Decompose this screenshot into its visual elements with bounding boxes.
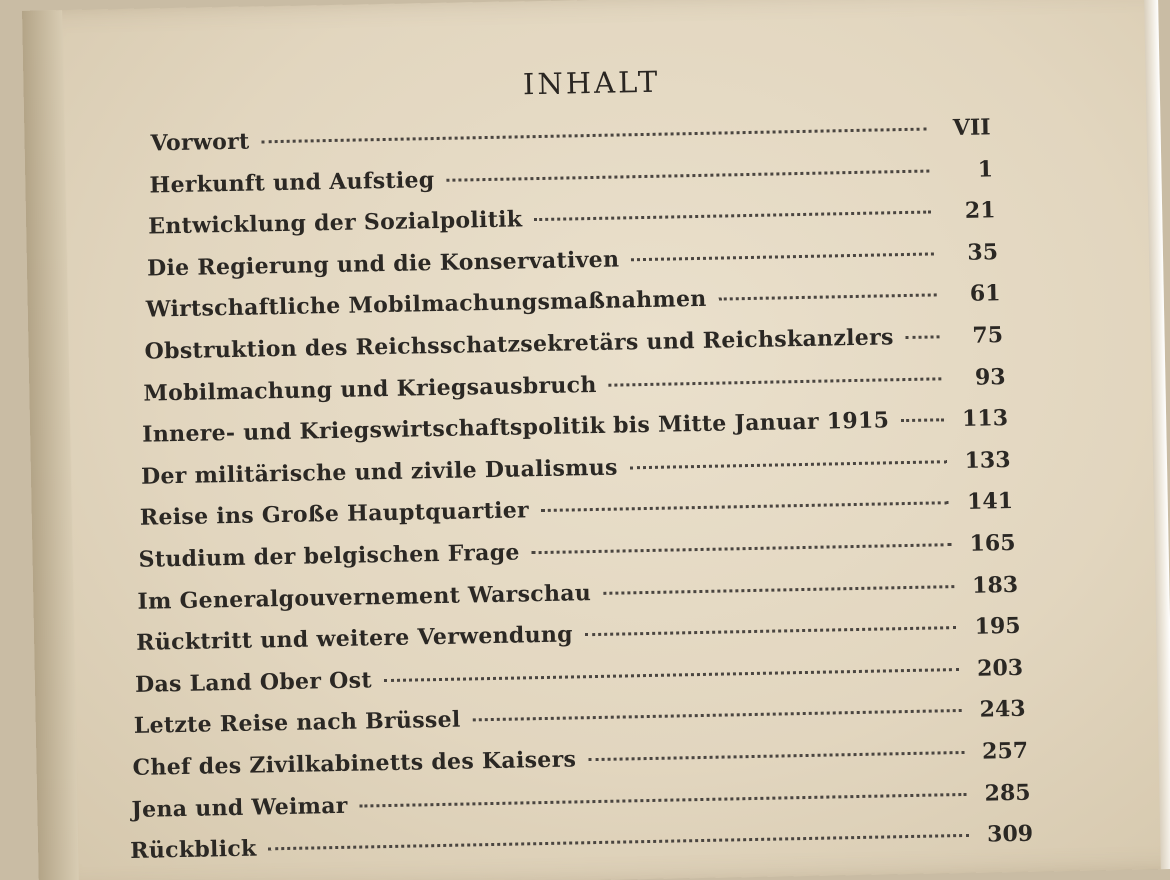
toc-entry-page: 133 [964,446,1011,474]
toc-entry-title: Das Land Ober Ost [134,667,373,698]
toc-leader-dots [360,793,967,808]
toc-entry-page: 195 [974,613,1021,640]
toc-entry-page: 1 [977,155,994,183]
toc-entry-title: Vorwort [150,128,250,157]
toc-entry-page: 183 [971,571,1019,599]
toc-leader-dots [541,502,949,513]
toc-entry-title: Innere- und Kriegswirtschaftspolitik bis Mitte Januar 1915 [142,407,890,448]
toc-entry-title: Obstruktion des Reichsschatzsekretärs und Reichskanzlers [144,324,894,365]
toc-entry-page: VII [952,114,991,142]
toc-entry-page: 165 [969,529,1016,557]
toc-entry-page: 61 [969,280,1001,308]
toc-leader-dots [603,585,954,595]
toc-entry-title: Im Generalgouvernement Warschau [137,579,592,615]
toc-leader-dots [630,460,947,469]
toc-entry-page: 309 [986,820,1034,848]
toc-leader-dots [609,377,942,386]
toc-entry-title: Rückblick [130,835,257,865]
toc-leader-dots [631,252,934,261]
toc-leader-dots [719,294,937,301]
toc-entry-title: Reise ins Große Hauptquartier [139,497,530,532]
toc-leader-dots [906,335,939,339]
toc-leader-dots [269,834,970,850]
toc-entry-page: 203 [976,654,1024,682]
toc-entry-title: Herkunft und Aufstieg [149,166,435,199]
toc-entry-title: Jena und Weimar [131,792,348,823]
toc-entry-title: Chef des Zivilkabinetts des Kaisers [132,746,577,781]
toc-entry-page: 243 [979,696,1026,724]
toc-entry-page: 35 [967,239,999,266]
toc-entry-title: Die Regierung und die Konservativen [146,246,620,282]
toc-leader-dots [446,169,929,181]
page-title: INHALT [522,64,661,102]
table-of-contents [22,0,1170,880]
toc-entry-page: 113 [961,405,1009,433]
toc-entry-title: Studium der belgischen Frage [138,539,520,573]
toc-leader-dots [473,709,962,721]
toc-entry-title: Entwicklung der Sozialpolitik [148,206,523,240]
toc-entry-title: Letzte Reise nach Brüssel [133,707,461,740]
toc-leader-dots [588,751,964,761]
toc-entry-page: 21 [964,197,996,225]
toc-entry-title: Der militärische und zivile Dualismus [140,454,618,490]
toc-entry-title: Mobilmachung und Kriegsausbruch [143,371,597,407]
toc-leader-dots [532,543,952,554]
toc-entry-title: Wirtschaftliche Mobilmachungsmaßnahmen [145,286,707,323]
book-page [22,0,1170,880]
toc-entry-title: Rücktritt und weitere Verwendung [136,621,574,657]
toc-entry-page: 75 [972,322,1004,349]
toc-leader-dots [534,211,931,222]
toc-entry-page: 141 [966,488,1014,516]
toc-leader-dots [585,626,957,636]
toc-leader-dots [384,668,959,682]
toc-entry-page: 257 [981,737,1029,765]
toc-leader-dots [261,128,926,144]
toc-entry-page: 285 [984,779,1031,807]
toc-entry-page: 93 [974,363,1006,391]
toc-leader-dots [901,418,944,422]
